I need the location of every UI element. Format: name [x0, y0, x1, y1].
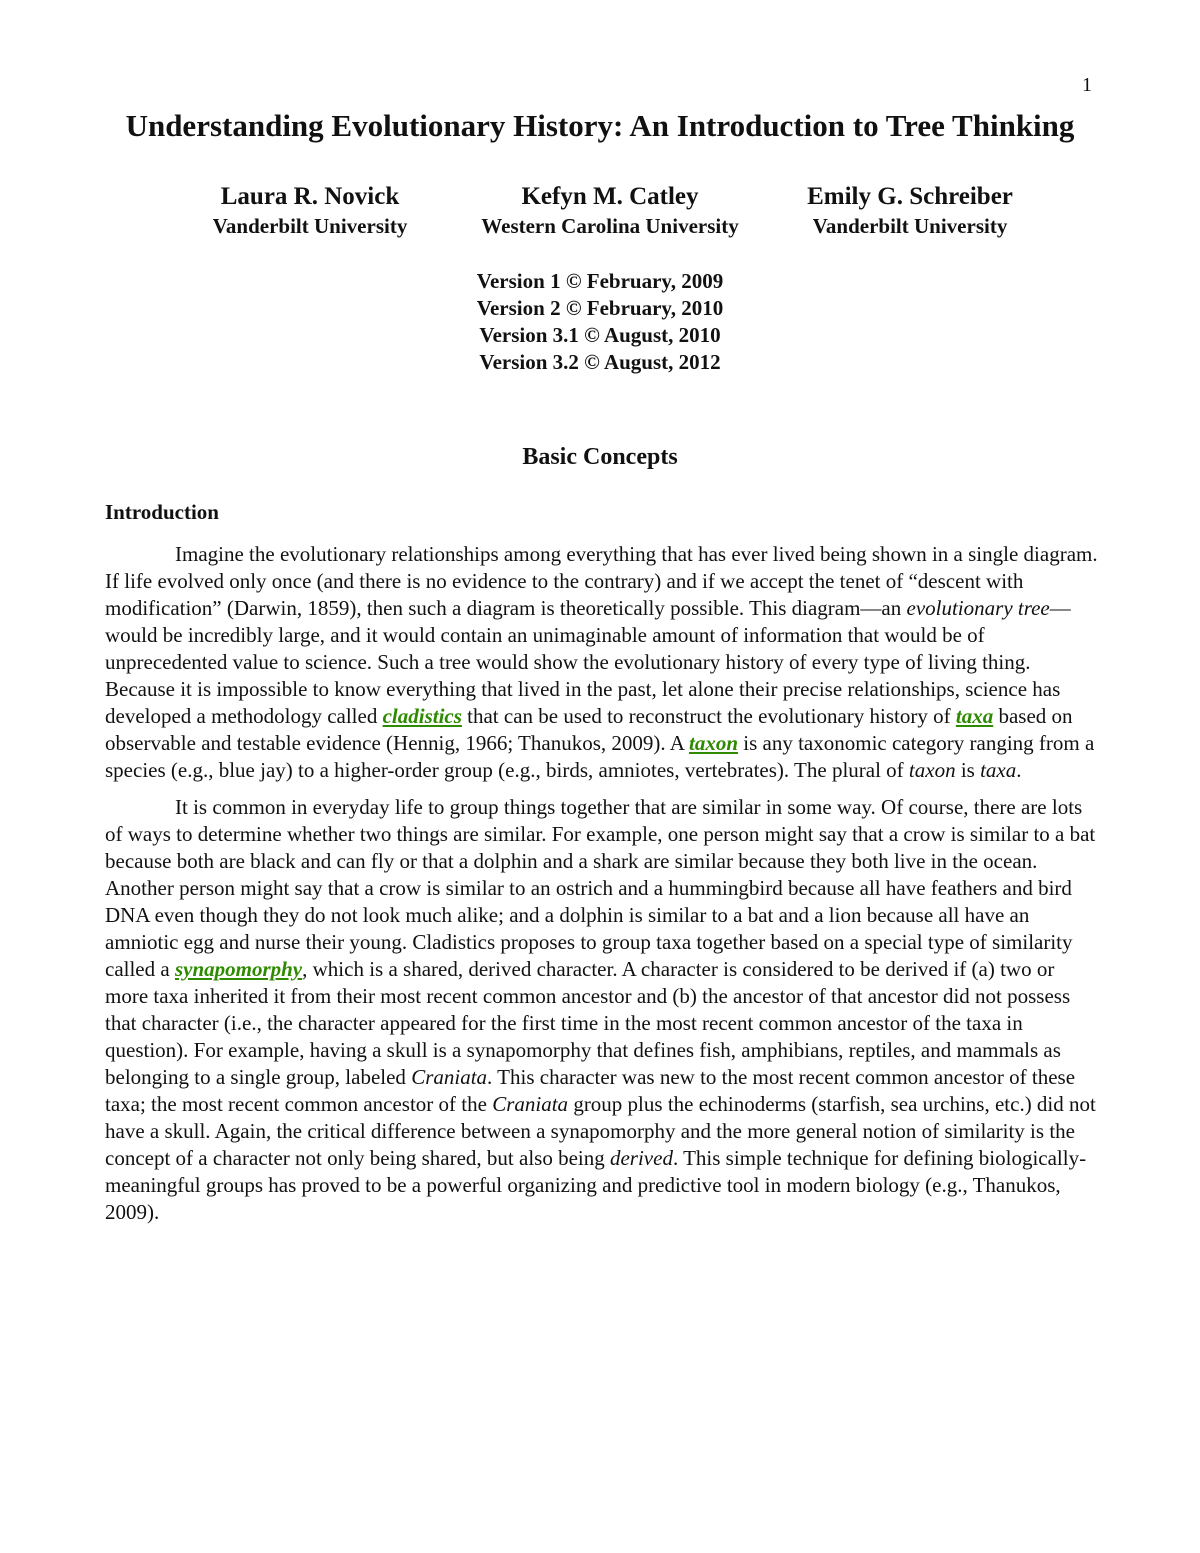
version-history — [300, 268, 900, 376]
author-block — [160, 182, 1060, 240]
emphasis-term: derived — [609, 1146, 673, 1170]
emphasis-term: taxa — [980, 758, 1017, 782]
author-name: Kefyn M. Catley — [521, 183, 699, 210]
section-heading: Basic Concepts — [522, 444, 678, 470]
glossary-link-taxa[interactable]: taxa — [955, 704, 994, 728]
glossary-link-cladistics[interactable]: cladistics — [382, 704, 462, 728]
text-run: It is common in everyday life to group things together that are similar in some way. Of course, there are lots of ways to determine whether two things are similar. For example, one person might say that a crow is similar to a bat because both are black and can fly or that a dolphin and a shark are similar because they both live in the ocean. Another person might say that a crow is similar to an ostrich and a hummingbird because all have feathers and bird DNA even though they do not look much alike; and a dolphin is similar to a bat and a lion because all have an amniotic egg and nurse their young. Cladistics proposes to group taxa together based on a special type of similarity called a — [105, 795, 1096, 981]
text-run: . This simple technique for defining biologically-meaningful groups has proved to be a powerful organizing and predictive tool in modern biology (e.g., Thanukos, 2009). — [105, 1146, 1087, 1224]
author-affiliation: Vanderbilt University — [212, 214, 408, 238]
paragraph-1 — [105, 541, 1098, 784]
text-run: is any taxonomic category ranging from a species (e.g., blue jay) to a higher-order group (e.g., birds, amniotes, vertebrates). The plural of — [105, 731, 1095, 782]
text-run: that can be used to reconstruct the evolutionary history of — [461, 704, 956, 728]
glossary-link-synapomorphy[interactable]: synapomorphy — [174, 957, 303, 981]
version-line: Version 2 © February, 2010 — [476, 296, 724, 320]
document-title: Understanding Evolutionary History: An Introduction to Tree Thinking — [125, 108, 1075, 143]
author-affiliation: Vanderbilt University — [812, 214, 1008, 238]
author-name: Emily G. Schreiber — [807, 183, 1013, 210]
emphasis-term: evolutionary tree — [906, 596, 1050, 620]
text-run: . This character was new to the most recent common ancestor of these taxa; the most recent common ancestor of the — [105, 1065, 1076, 1116]
text-run: is — [955, 758, 981, 782]
version-line: Version 3.1 © August, 2010 — [479, 323, 721, 347]
paragraph-2 — [105, 794, 1098, 1226]
version-line: Version 3.2 © August, 2012 — [479, 350, 721, 374]
text-run: —would be incredibly large, and it would contain an unimaginable amount of information that would be of unprecedented value to science. Such a tree would show the evolutionary history of every type of living thing. Because it is impossible to know everything that lived in the past, let alone their precise relationships, science has developed a methodology called — [105, 596, 1071, 728]
emphasis-term: Craniata — [411, 1065, 488, 1089]
author-schreiber — [760, 182, 1060, 240]
page-number: 1 — [1082, 74, 1092, 96]
text-run: Imagine the evolutionary relationships among everything that has ever lived being shown in a single diagram. If life evolved only once (and there is no evidence to the contrary) and if we accept the tenet of “descent with modification” (Darwin, 1859), then such a diagram is theoretically possible. This diagram—an — [105, 542, 1098, 620]
author-name: Laura R. Novick — [220, 183, 400, 210]
author-novick — [160, 182, 460, 240]
text-run: group plus the echinoderms (starfish, sea urchins, etc.) did not have a skull. Again, the critical difference between a synapomorphy and the more general notion of similarity is the concept of a character not only being shared, but also being — [105, 1092, 1096, 1170]
author-affiliation: Western Carolina University — [481, 214, 739, 238]
text-run: , which is a shared, derived character. A character is considered to be derived if (a) two or more taxa inherited it from their most recent common ancestor and (b) the ancestor of that ancestor did not possess that character (i.e., the character appeared for the first time in the most recent common ancestor of the taxa in question). For example, having a skull is a synapomorphy that defines fish, amphibians, reptiles, and mammals as belonging to a single group, labeled — [105, 957, 1071, 1089]
text-run: . — [1016, 758, 1022, 782]
subsection-heading: Introduction — [105, 500, 219, 524]
version-line: Version 1 © February, 2009 — [476, 269, 724, 293]
emphasis-term: taxon — [908, 758, 956, 782]
emphasis-term: Craniata — [492, 1092, 569, 1116]
author-catley — [460, 182, 760, 240]
glossary-link-taxon[interactable]: taxon — [688, 731, 738, 755]
body-text — [105, 541, 1098, 1236]
text-run: based on observable and testable evidence (Hennig, 1966; Thanukos, 2009). A — [105, 704, 1073, 755]
